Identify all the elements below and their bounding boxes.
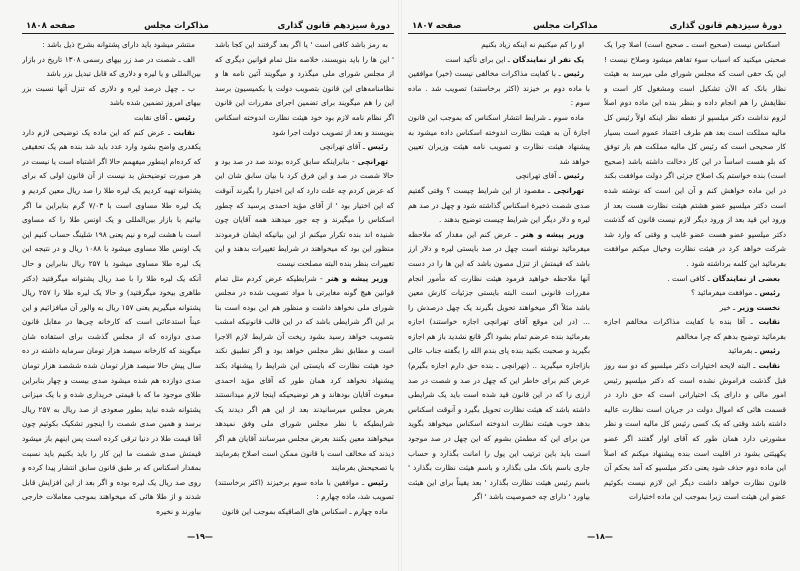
speaker-name: رئیس: [756, 346, 780, 356]
paragraph-text: منتشر میشود باید دارای پشتوانه بشرح ذیل باشد :: [42, 40, 195, 49]
page-number: —۱۹—: [187, 532, 213, 541]
paragraph: [408, 67, 590, 111]
paragraph: [604, 286, 786, 301]
speaker-name: رئیس: [364, 477, 388, 487]
paragraph: [604, 301, 786, 316]
paragraph: [22, 38, 201, 53]
paragraph: [604, 315, 786, 344]
text-columns: [408, 38, 786, 538]
speaker-name: رئیس: [364, 142, 388, 152]
paragraph: [22, 111, 201, 126]
paragraph: [408, 228, 590, 505]
paragraph-text: ـ آقای تهرانچی: [319, 142, 365, 152]
paragraph-text: ب ـ چهل درصد لیره و دلاری که تنزل آنها نسبت بزر بیهای امروز تضمین شده باشد: [22, 83, 201, 108]
speaker-name: بعضی از نمایندگان: [709, 273, 780, 283]
speaker-name: رئیس: [560, 69, 584, 79]
text-columns: [22, 38, 394, 538]
speaker-name: نقابت: [755, 361, 780, 371]
paragraph-text: - بنابراینکه سابق کرده بودند صد در صد بود و حالا شصت در صد و این فرق کرد با بیان سابق شان این که عرض کردم چه علت دارد که این اختیار را بگیرند آنوقت که این اختیار بود ' از آقای مؤید احمدی پرسید که چطور اسکناس را میگیرند و چه جور میدهند همه آقایان چون شنیده اند بنده تکرار میکنم از این بیانیکه ایشان فرمودند منظور این بود که میخواهند در شرایط تغییرات بدهند و این تغییرات بنظر بنده البته مصلحت نیست: [215, 156, 394, 268]
paragraph: [215, 272, 394, 476]
speaker-name: نخست وزیر: [735, 302, 780, 312]
paragraph: [604, 272, 786, 287]
header-page-label: صفحه ۱۸۰۷: [412, 21, 462, 31]
speaker-name: وزیر پیشه و هنر: [322, 273, 388, 283]
right-page: [400, 0, 800, 571]
speaker-name: رئیس: [560, 171, 584, 181]
speaker-name: رئیس: [171, 112, 195, 122]
page-number: —۱۸—: [587, 532, 613, 541]
paragraph-text: اسکناس نیست (صحیح است ـ صحیح است) اصلا چرا یک صحبتی میکنید که اسباب سوء تفاهم میشود وصلاح نیست ! این یک حقی است که مجلس شورای ملی میرسد به هیئت نظار بانک که الآن تشکیل است ومشغول کار است و نظایفش را هم انجام داده و بنظر بنده این ماده دوم اصلاً لزوم نداشت دکتر میلسپو از نقطه نظر اینکه اولاً رئیس کل مالیه مملکت است بعد هم طرف اعتماد عموم است بسیار کار صحیحی است که رئیس کل مالیه مملکت هم بار توفق که بلو هست اساساً در این کار دخالت داشته باشد (صحیح است) بنده خواستم یک اصلاح جزئی اگر دولت موافقت بکند در این ماده خواهش کنم و آن این است که نوشته شده است دکتر میلسپو عضو هشتم هیئت نظارت هست بعد از ورود این قید بعد از ورود دیگر لازم نیست قانون که گذشت دکتر میلسپو عضو هست عضو غایب و وقتی که وارد شد شرکت خواهد کرد در هیئت نظارت وخیال میکنم موافقت بفرمائید این کلمه برداشته شود .: [604, 40, 786, 268]
paragraph-text: ـ عرض کنم که این ماده یک توضیحی لازم دارد یکقدری واضح بشود وارد عدد باید شد بنده هم یک تحقیقی که کرده‌ام اینطور میفهمم حالا اگر اشتباه است یا نیست در هر صورت توضیحش بد نیست از آن قانون اولی که برای پشتوانه تهیه کردیم یک لیره طلا را صد ریال معین کردیم و یک لیره طلا مساوی است با ۷/۰۳ گرم بنابراین ما اگر بیائیم با بازار بین‌المللی و یک اونس طلا را که مساوی است با هشت لیره و نیم یعنی ۱۹۸ شلینگ حساب کنیم این یک اونس طلا مساوی میشود با ۱۰۸۸ ریال و در نتیجه این یک لیره طلا مساوی میشود با ۲۵۷ ریال بنابراین و حال آنکه یک لیره طلا را با صد ریال پشتوانه میگرفتید (دکتر طاهری بیخود میگرفتید) و حالا یک لیره طلا را ۲۵۷ ریال پشتوانه میگیریم یعنی ۱۵۷ ریال به والور آن میافزائیم و این عیناً استدعائی است که کارخانه چی‌ها در مقابل قانون صدی دوازده که از مجلس گذشت برای استفاده شان میگویند که کارخانه سیصد هزار تومان سرمایه داشته در ده سال پیش حالا سیصد هزار تومان شده ششصد هزار تومان صدی دوازده هم شده میشود صدی بیست و چهار بنابراین طلای موجود ما که با قیمتی خریداری شده و با یک میزانی پشتوانه شده نباید بطور صعودی از صد ریال به ۲۵۷ ریال برسد و همین صدی شصت را اینجور تشکیک بکوئیم چون آقا قیمت طلا در دنیا ترقی کرده است پس اینهم باز میشود قیمتش صدی شصت ما این کار را باید بکنیم باید نسبت بمقدار اسکناس که بر طبق قانون سابق انتشار پیدا کرده و روی صد ریال یک لیره بوده و اگر بعد از این افزایش قابل شدند و از طلا هائی که میخواهند بموجب معاملات خارجی بیاورند و نخیره: [22, 127, 201, 516]
speaker-name: یک نفر از نمایندگان: [509, 54, 584, 64]
text-column-left: [22, 38, 201, 538]
paragraph: [408, 111, 590, 169]
paragraph-text: ـ البته لایحه اختیارات دکتر میلسپو که دو سه روز قبل گذشت فراموش نشده است که دکتر میلسپو رئیس امور مالی و دارای یک اختیاراتی است که حق دارد در قسمت هائی که اموال دولت در جریان است نظارت عالیه داشته باشد وقتی که یک کسی رئیس کل مالیه است و نظر مشورتی دارد همان طور که آقای اوار گفتند اگر عضو یکهیئتی بشود در اقلیت است بنده پیشنهاد میکنم که اصلاً این ماده دوم حذف شود یعنی دکتر میلسپو که آمد بحکم آن قانون نظارت خواهد داشت دیگر این لازم نیست بکوئیم عضو این هیئت است زیرا بموجب این ماده اختیارات: [604, 361, 786, 502]
paragraph-text: ـ موافقین با ماده سوم برخیزند (اکثر برخاستند) تصویب شد، ماده چهارم :: [215, 477, 394, 502]
speaker-name: نقابت: [170, 127, 195, 137]
paragraph-text: ـ خیر: [719, 302, 736, 312]
paragraph: [408, 53, 590, 68]
text-column-right: [604, 38, 786, 538]
paragraph-text: به رمز باشد کافی است ' یا اگر بعد گرفتند این کجا باشد ' این ها را باید بنویسند، خلاصه مثل تمام قوانین دیگری که از مجلس شورای ملی میگذرد و میگویند آئین نامه ها و نظامنامه‌های این قانون بتصویب دولت یا بکمیسیون برسد این را هم میگویند برای تضمین اجرای مقررات این قانون اگر نظام نامه لازم بود خود هیئت نظارت اندوخته اسکناس بنویسند و بعد از تصویب دولت اجرا شود: [215, 40, 394, 137]
paragraph: [215, 476, 394, 505]
paragraph-text: ـ با کفایت مذاکرات مخالفی نیست (خیر) موافقین با ماده دوم بر خیزند (اکثر برخاستند) تصویب شد . ماده سوم :: [408, 69, 590, 108]
header-series: دورهٔ سیزدهم قانون گذاری: [669, 21, 782, 31]
paragraph-text: ماده سوم ـ شرایط انتشار اسکناس که بموجب این قانون اجازهٔ آن به هیئت نظارت اندوخته اسکناس داده میشود به پیشنهاد هیئت نظارت و تصویب نامه هیئت وزیران تعیین خواهد شد: [408, 112, 590, 166]
paragraph: [215, 140, 394, 155]
paragraph: [22, 53, 201, 82]
speaker-name: تهرانچی: [354, 156, 388, 166]
paragraph-text: الف ـ شصت در صد زر بیهای رسمی ۱۳۰۸ تاریخ در بازار بین‌المللی و یا لیره و دلاری که قابل تبدیل بزر باشد: [22, 54, 201, 79]
paragraph: [604, 38, 786, 272]
paragraph-text: ـ موافقت میفرمائید ؟: [691, 288, 757, 298]
speaker-name: تهرانچی: [550, 185, 584, 195]
paragraph: [604, 344, 786, 359]
paragraph-text: ـ بفرمائید: [728, 346, 757, 356]
paragraph-text: ـ مقصود از این شرایط چیست ؟ وقتی گفتیم صدی شصت ذخیرهٔ اسکناس گذاشته شود و چهل در صد هم لیره و دلار دیگر این شرایط چیست توضیح بدهند .: [408, 185, 590, 225]
paragraph: [408, 184, 590, 228]
paragraph-text: ـ آقا بنده با کفایت مذاکرات مخالفم اجازه بفرمائید توضیح بدهم که چرا مخالفم: [604, 317, 786, 341]
paragraph-text: ـ آقای نقابت: [134, 112, 172, 122]
speaker-name: وزیر پیشه و هنر: [517, 229, 585, 239]
paragraph: [22, 82, 201, 111]
paragraph-text: او را کم میکنیم نه اینکه زیاد بکنیم: [481, 40, 584, 49]
text-column-left: [408, 38, 590, 538]
speaker-name: رئیس: [756, 288, 780, 298]
page-header: [22, 20, 394, 34]
paragraph: [408, 38, 590, 53]
header-title: مذاکرات مجلس: [144, 21, 209, 31]
paragraph: [215, 38, 394, 140]
paragraph-text: ـ این برای تأکید است: [445, 54, 510, 64]
paragraph-text: ـ آقای تهرانچی: [515, 171, 561, 181]
paragraph-text: ماده چهارم ـ اسکناس های الصاقیکه بموجب این قانون: [221, 507, 388, 516]
paragraph-text: ـ عرض کنم این مقدار که ملاحظه میفرمائید نوشته است چهل در صد بایستی لیره و دلار ارز باشد که قیمتش از تنزل مصون باشد که این ها را در دست آنها ملاحظه خواهید فرمود هیئت نظارت که مأمور انجام مقررات قانونی است البته بایستی جزئیات کارش معین باشد مثلاً اگر میخواهند تحویل بگیرند یک چهل درصدش را ... (در این موقع آقای تهرانچی اجازه خواستند) اجازه بفرمائید بنده عرضم تمام بشود اگر قانع نشدید باز هم اجازه بگیرید و صحبت بکنید بنده پای بندم الله را بگفته جناب عالی بازاجازه میگیرید .. (تهرانچی ـ بنده حق دارم اجازه بگیرم) عرض کنم برای خاطر این که چهل در صد و شصت در صد ارزی را که در این قانون قید شده است باید یک شرایطی داشته باشد که هیئت نظارت تحویل بگیرد و آنوقت اسکناس بدهد خوب هیئت نظارت اندوخته اسکناس میخواهد بگوید من برای این که مطمئن بشوم که این چهل در صد موجود است باید باین ترتیب این پول را امانت بگذارد و حساب جاری باسم بانک ملی بگذارد و باسم هیئت نظارت بگذارد ' باسم رئیس هیئت نظارت بگذارد ' بعد یقیناً برای این هیئت بیاورد ' دارای چه خصوصیت باشد ' اگر: [408, 229, 590, 502]
paragraph: [604, 359, 786, 505]
speaker-name: نقابت: [752, 317, 780, 327]
header-series: دورهٔ سیزدهم قانون گذاری: [277, 21, 390, 31]
paragraph: [408, 169, 590, 184]
header-page-label: صفحه ۱۸۰۸: [26, 21, 76, 31]
header-title: مذاکرات مجلس: [533, 21, 598, 31]
paragraph: [215, 155, 394, 272]
paragraph-text: ـ کافی است .: [667, 273, 710, 283]
paragraph-text: - شرایطیکه عرض کردم مثل تمام قوانین هیچ گونه مغایرتی با مواد تصویب شده در مجلس شورای ملی نخواهد داشت و منظور هم این بوده است بنا بر این اگر شرایطی باشد که در این قالب قانونیکه امشب بتصویب خواهد رسید بشود ریخت آن شرایط لازم الاجرا است و مطابق نظر مجلس خواهد بود و اگر تطبیق نکند خود هیئت نظارت که بایستی این شرایط را پیشنهاد بکند پیشنهاد نخواهد کرد همان طور که آقای مؤید احمدی مبعوث آقایان بودهاند و هر توضیحیکه اینجا لازم میدانستند بعرض مجلس میرسانیدند بعد از این هم اگر دیدند یک شرایطیکه با نظر مجلس شورای ملی وفق نمیدهد میخواهند معین بکنند بعرض مجلس میرسانند آقایان هم اگر دیدند که مخالف است با قانون ممکن است اصلاح بفرمایند یا تصحیحش بفرمایند: [215, 273, 394, 473]
paragraph: [215, 505, 394, 520]
book-gutter: [398, 0, 402, 571]
paragraph: [22, 126, 201, 520]
text-column-right: [215, 38, 394, 538]
page-header: [408, 20, 786, 34]
